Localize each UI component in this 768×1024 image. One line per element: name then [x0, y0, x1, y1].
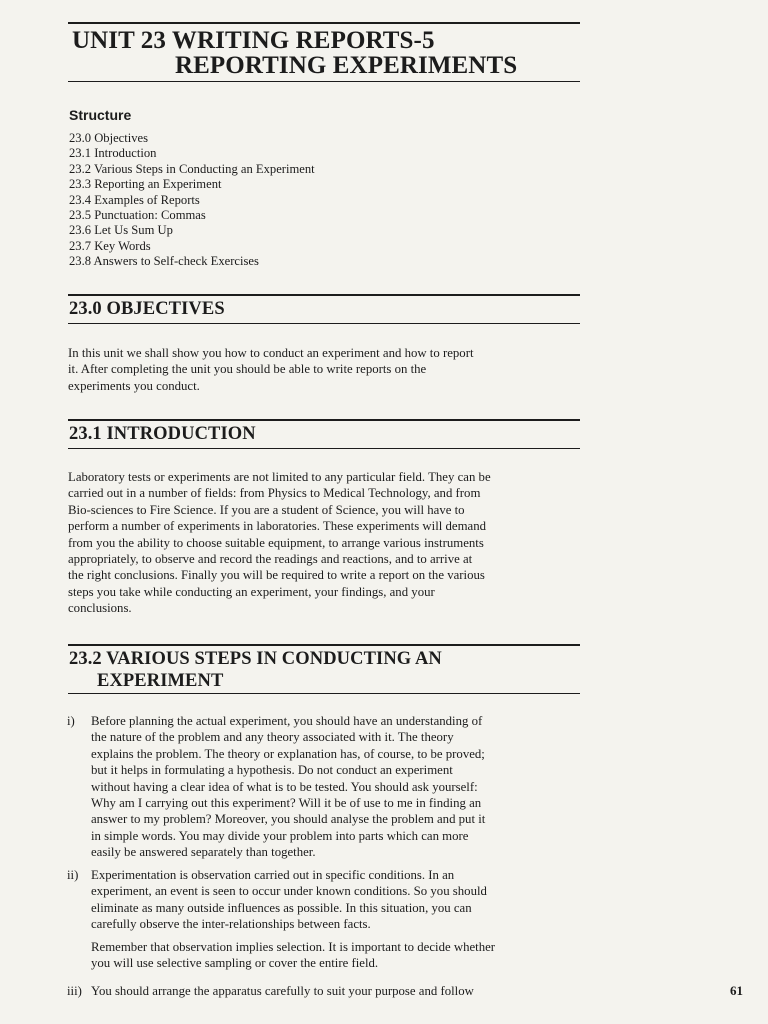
paragraph-line: conclusions. — [68, 601, 132, 616]
introduction-bottom-rule — [68, 448, 580, 449]
paragraph-line: appropriately, to observe and record the readings and reactions, and to arrive at — [68, 552, 473, 567]
title-bottom-rule — [68, 81, 580, 82]
paragraph-line: You should arrange the apparatus carefully to suit your purpose and follow — [91, 984, 474, 998]
unit-title — [72, 28, 592, 78]
paragraph-line: in simple words. You may divide your problem into parts which can more — [91, 828, 469, 843]
structure-item: 23.5 Punctuation: Commas — [69, 208, 206, 223]
paragraph-line: explains the problem. The theory or explanation has, of course, to be proved; — [91, 746, 485, 761]
paragraph-line: experiments you conduct. — [68, 378, 200, 393]
paragraph-line: easily be answered separately than together. — [91, 845, 316, 860]
paragraph-line: In this unit we shall show you how to conduct an experiment and how to report — [68, 346, 474, 360]
list-item-body — [91, 867, 487, 933]
structure-list — [69, 131, 315, 270]
list-item-number: ii) — [67, 868, 79, 882]
paragraph-line: the right conclusions. Finally you will be required to write a report on the various — [68, 568, 485, 583]
structure-item: 23.7 Key Words — [69, 238, 151, 253]
paragraph-line: steps you take while conducting an experiment, your findings, and your — [68, 584, 435, 599]
list-item-number: i) — [67, 714, 75, 728]
introduction-paragraph — [68, 469, 491, 617]
objectives-top-rule — [68, 294, 580, 296]
paragraph-line: but it helps in formulating a hypothesis. Do not conduct an experiment — [91, 763, 453, 778]
paragraph-line: Experimentation is observation carried out in specific conditions. In an — [91, 868, 455, 882]
steps-top-rule — [68, 644, 580, 646]
introduction-top-rule — [68, 419, 580, 421]
paragraph-line: Bio-sciences to Fire Science. If you are a student of Science, you will have to — [68, 502, 465, 517]
unit-title-line-1: UNIT 23 WRITING REPORTS-5 — [72, 27, 435, 54]
title-top-rule — [68, 22, 580, 24]
list-item-number: iii) — [67, 984, 82, 998]
paragraph-line: it. After completing the unit you should be able to write reports on the — [68, 362, 427, 377]
steps-bottom-rule — [68, 693, 580, 694]
list-item-body — [91, 939, 495, 972]
steps-heading-line-1: 23.2 VARIOUS STEPS IN CONDUCTING AN — [69, 649, 442, 669]
steps-heading — [69, 648, 442, 692]
structure-item: 23.1 Introduction — [69, 146, 157, 161]
paragraph-line: Laboratory tests or experiments are not limited to any particular field. They can be — [68, 470, 491, 484]
paragraph-line: carefully observe the inter-relationships between facts. — [91, 917, 371, 932]
paragraph-line: you will use selective sampling or cover the entire field. — [91, 956, 379, 971]
list-item-body — [91, 713, 485, 861]
paragraph-line: the nature of the problem and any theory associated with it. The theory — [91, 730, 454, 745]
paragraph-line: Remember that observation implies selection. It is important to decide whether — [91, 940, 496, 954]
unit-title-line-2: REPORTING EXPERIMENTS — [175, 52, 518, 79]
structure-item: 23.4 Examples of Reports — [69, 192, 200, 207]
page-number: 61 — [730, 983, 743, 998]
introduction-heading: 23.1 INTRODUCTION — [69, 424, 256, 444]
structure-item: 23.0 Objectives — [69, 131, 149, 145]
structure-item: 23.8 Answers to Self-check Exercises — [69, 254, 259, 269]
objectives-heading: 23.0 OBJECTIVES — [69, 299, 225, 319]
steps-heading-line-2: EXPERIMENT — [97, 671, 224, 691]
paragraph-line: experiment, an event is seen to occur under known conditions. So you should — [91, 884, 487, 899]
structure-item: 23.2 Various Steps in Conducting an Experiment — [69, 161, 315, 176]
objectives-paragraph — [68, 345, 474, 394]
list-item-body — [91, 983, 474, 999]
paragraph-line: Before planning the actual experiment, you should have an understanding of — [91, 714, 483, 728]
paragraph-line: from you the ability to choose suitable equipment, to arrange various instruments — [68, 535, 484, 550]
paragraph-line: carried out in a number of fields: from Physics to Medical Technology, and from — [68, 486, 481, 501]
structure-item: 23.3 Reporting an Experiment — [69, 177, 222, 192]
paragraph-line: without having a clear idea of what is to be tested. You should ask yourself: — [91, 779, 478, 794]
objectives-bottom-rule — [68, 323, 580, 324]
paragraph-line: answer to my problem? Moreover, you should analyse the problem and put it — [91, 812, 486, 827]
paragraph-line: eliminate as many outside influences as possible. In this situation, you can — [91, 900, 472, 915]
paragraph-line: perform a number of experiments in laboratories. These experiments will demand — [68, 519, 487, 534]
structure-heading: Structure — [69, 107, 132, 123]
structure-item: 23.6 Let Us Sum Up — [69, 223, 173, 238]
paragraph-line: Why am I carrying out this experiment? Will it be of use to me in finding an — [91, 796, 482, 811]
